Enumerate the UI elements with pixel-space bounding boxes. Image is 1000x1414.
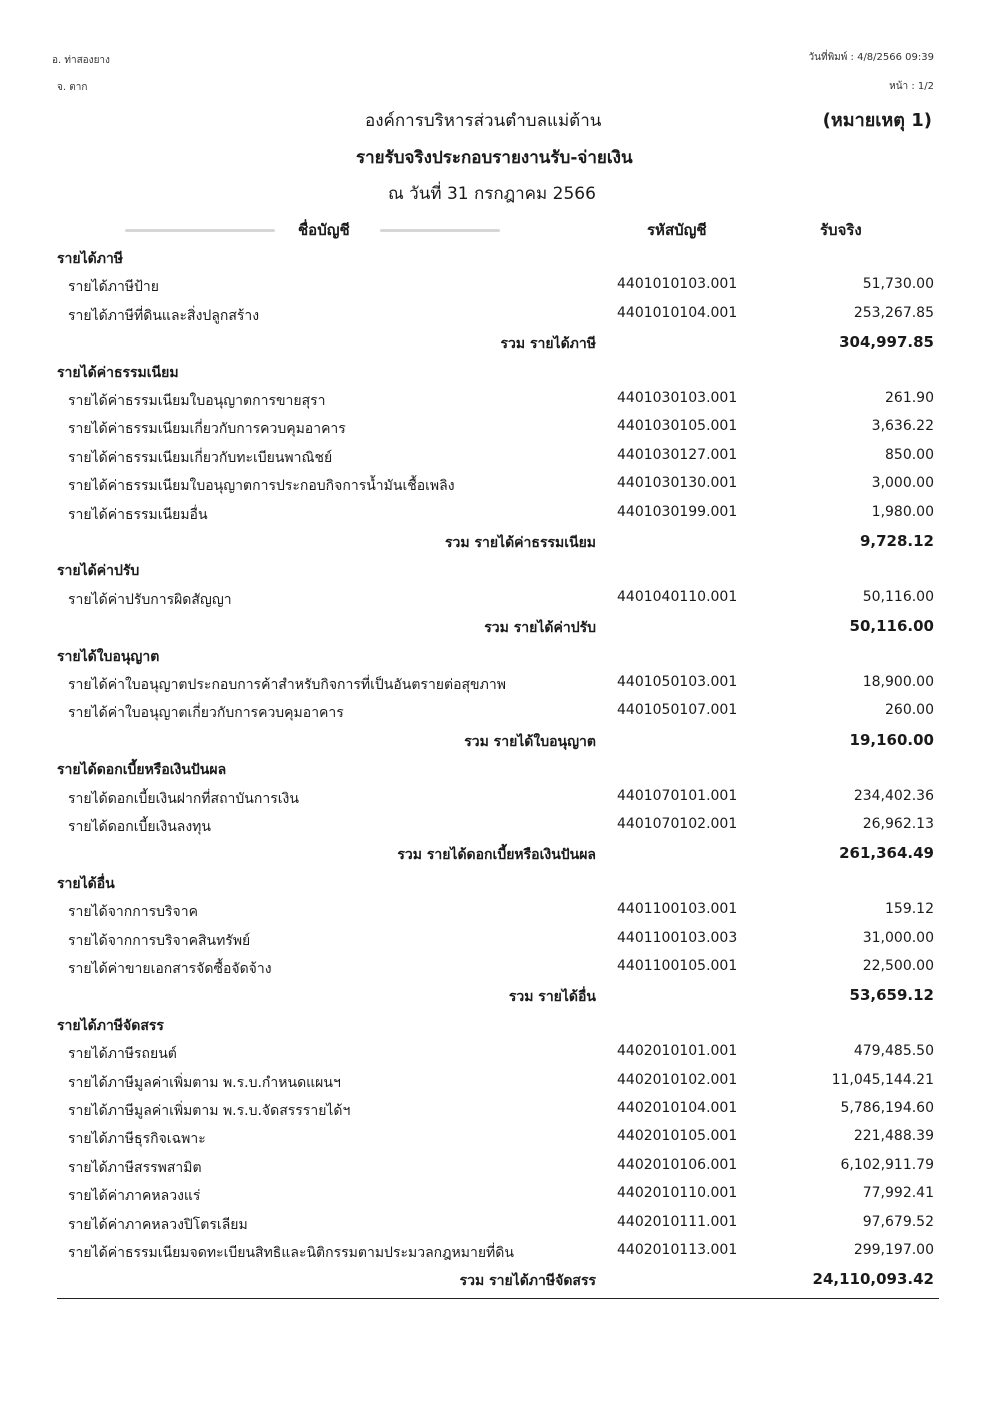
total-label: รวม รายได้อื่น <box>508 989 596 1006</box>
account-name: รายได้ภาษีที่ดินและสิ่งปลูกสร้าง <box>68 307 260 324</box>
amount: 11,045,144.21 <box>831 1071 934 1088</box>
table-row <box>0 444 1000 472</box>
total-amount: 53,659.12 <box>849 986 934 1005</box>
report-date: ณ วันที่ 31 กรกฎาคม 2566 <box>388 184 596 204</box>
amount: 479,485.50 <box>853 1043 934 1060</box>
section-title: รายได้ใบอนุญาต <box>57 648 160 665</box>
amount: 261.90 <box>885 390 934 406</box>
section-total-row <box>0 614 1000 642</box>
amount: 3,636.22 <box>871 418 934 435</box>
table-row <box>0 387 1000 415</box>
account-code: 4401030130.001 <box>617 475 738 492</box>
account-code: 4401030199.001 <box>617 503 738 520</box>
amount: 221,488.39 <box>853 1128 934 1145</box>
section-title: รายได้ภาษีจัดสรร <box>57 1017 164 1034</box>
account-name: รายได้ดอกเบี้ยเงินฝากที่สถาบันการเงิน <box>68 790 299 807</box>
account-code: 4402010110.001 <box>617 1185 738 1202</box>
amount: 260.00 <box>885 702 934 719</box>
amount: 253,267.85 <box>853 304 934 321</box>
account-code: 4401100103.001 <box>617 901 738 918</box>
total-label: รวม รายได้ภาษี <box>500 336 596 353</box>
account-name: รายได้ค่าธรรมเนียมอื่น <box>68 506 208 523</box>
total-amount: 19,160.00 <box>849 730 934 749</box>
section-heading <box>0 245 1000 273</box>
total-label: รวม รายได้ภาษีจัดสรร <box>459 1273 596 1290</box>
account-code: 4402010111.001 <box>617 1213 738 1230</box>
total-amount: 261,364.49 <box>839 844 934 863</box>
total-label: รวม รายได้ดอกเบี้ยหรือเงินปันผล <box>397 847 596 864</box>
account-name: รายได้ภาษีป้าย <box>68 279 159 296</box>
scan-smudge <box>380 229 500 232</box>
table-row <box>0 415 1000 443</box>
account-code: 4401050107.001 <box>617 702 738 719</box>
table-row <box>0 1239 1000 1267</box>
amount: 6,102,911.79 <box>840 1156 934 1173</box>
section-title: รายได้ภาษี <box>57 251 124 267</box>
table-row <box>0 1211 1000 1239</box>
account-code: 4402010105.001 <box>617 1128 738 1145</box>
org-name: องค์การบริหารส่วนตำบลแม่ต้าน <box>365 111 602 131</box>
section-heading <box>0 756 1000 784</box>
table-row <box>0 898 1000 926</box>
column-header-code: รหัสบัญชี <box>647 221 707 239</box>
bottom-rule <box>57 1298 939 1299</box>
section-total-row <box>0 841 1000 869</box>
account-name: รายได้จากการบริจาค <box>68 904 198 921</box>
note-label: (หมายเหตุ 1) <box>822 110 932 131</box>
column-header-amount: รับจริง <box>820 221 862 239</box>
section-heading <box>0 359 1000 387</box>
scan-smudge <box>125 229 275 232</box>
account-code: 4401050103.001 <box>617 674 738 690</box>
account-name: รายได้ค่าขายเอกสารจัดซื้อจัดจ้าง <box>68 961 272 977</box>
print-date: วันที่พิมพ์ : 4/8/2566 09:39 <box>808 52 934 63</box>
section-title: รายได้ค่าธรรมเนียม <box>57 364 179 381</box>
account-code: 4401070102.001 <box>617 816 738 832</box>
table-row <box>0 1125 1000 1153</box>
account-code: 4401030105.001 <box>617 418 738 435</box>
total-label: รวม รายได้ใบอนุญาต <box>464 733 596 750</box>
amount: 3,000.00 <box>871 475 934 492</box>
account-name: รายได้ภาษีสรรพสามิต <box>68 1159 202 1176</box>
account-code: 4401100105.001 <box>617 958 738 974</box>
table-row <box>0 302 1000 330</box>
account-name: รายได้ภาษีมูลค่าเพิ่มตาม พ.ร.บ.จัดสรรรายได้ฯ <box>68 1103 351 1119</box>
total-amount: 304,997.85 <box>839 333 934 352</box>
account-name: รายได้ค่าใบอนุญาตเกี่ยวกับการควบคุมอาคาร <box>68 705 344 722</box>
account-name: รายได้จากการบริจาคสินทรัพย์ <box>68 932 251 949</box>
table-row <box>0 699 1000 727</box>
province-label: จ. ตาก <box>57 82 88 93</box>
section-total-row <box>0 529 1000 557</box>
table-row <box>0 1182 1000 1210</box>
account-code: 4402010102.001 <box>617 1071 738 1088</box>
amount: 31,000.00 <box>862 929 934 946</box>
amount: 159.12 <box>885 901 934 918</box>
account-code: 4401070101.001 <box>617 787 738 804</box>
account-code: 4402010104.001 <box>617 1100 738 1116</box>
total-label: รวม รายได้ค่าธรรมเนียม <box>444 535 596 551</box>
table-row <box>0 273 1000 301</box>
amount: 299,197.00 <box>853 1242 934 1258</box>
table-row <box>0 955 1000 983</box>
table-row <box>0 1097 1000 1125</box>
table-row <box>0 586 1000 614</box>
section-title: รายได้ค่าปรับ <box>57 563 140 580</box>
account-code: 4401010104.001 <box>617 304 738 321</box>
amount: 97,679.52 <box>862 1213 934 1230</box>
total-amount: 24,110,093.42 <box>812 1270 934 1289</box>
account-name: รายได้ค่าธรรมเนียมจดทะเบียนสิทธิและนิติกรรมตามประมวลกฎหมายที่ดิน <box>68 1245 514 1261</box>
table-row <box>0 785 1000 813</box>
section-title: รายได้ดอกเบี้ยหรือเงินปันผล <box>57 762 227 779</box>
table-row <box>0 671 1000 699</box>
amount: 22,500.00 <box>862 958 934 974</box>
account-name: รายได้ค่าภาคหลวงแร่ <box>68 1188 201 1205</box>
section-total-row <box>0 1267 1000 1295</box>
table-row <box>0 813 1000 841</box>
account-code: 4402010106.001 <box>617 1156 738 1173</box>
section-total-row <box>0 983 1000 1011</box>
account-code: 4402010113.001 <box>617 1242 738 1258</box>
column-header-name: ชื่อบัญชี <box>298 221 350 239</box>
section-heading <box>0 870 1000 898</box>
account-code: 4401010103.001 <box>617 276 738 293</box>
section-heading <box>0 1012 1000 1040</box>
section-heading <box>0 643 1000 671</box>
amount: 26,962.13 <box>862 816 934 832</box>
account-name: รายได้ค่าธรรมเนียมเกี่ยวกับการควบคุมอาคาร <box>68 421 346 438</box>
amount: 850.00 <box>885 446 934 463</box>
table-row <box>0 927 1000 955</box>
amount: 51,730.00 <box>862 276 934 293</box>
account-name: รายได้ค่าธรรมเนียมใบอนุญาตการประกอบกิจการน้ำมันเชื้อเพลิง <box>68 478 455 495</box>
account-code: 4401100103.003 <box>617 929 738 946</box>
account-code: 4401040110.001 <box>617 588 738 605</box>
account-name: รายได้ภาษีมูลค่าเพิ่มตาม พ.ร.บ.กำหนดแผนฯ <box>68 1074 341 1091</box>
account-code: 4402010101.001 <box>617 1043 738 1060</box>
amount: 77,992.41 <box>862 1185 934 1202</box>
section-total-row <box>0 728 1000 756</box>
account-name: รายได้ค่าธรรมเนียมเกี่ยวกับทะเบียนพาณิชย์ <box>68 449 333 466</box>
table-row <box>0 1040 1000 1068</box>
account-name: รายได้ค่าใบอนุญาตประกอบการค้าสำหรับกิจการที่เป็นอันตรายต่อสุขภาพ <box>68 677 506 693</box>
section-title: รายได้อื่น <box>57 875 115 892</box>
section-heading <box>0 557 1000 585</box>
table-row <box>0 1069 1000 1097</box>
amount: 5,786,194.60 <box>840 1100 934 1116</box>
table-row <box>0 501 1000 529</box>
table-row <box>0 1154 1000 1182</box>
total-label: รวม รายได้ค่าปรับ <box>484 620 596 637</box>
amount: 50,116.00 <box>862 588 934 605</box>
amount: 1,980.00 <box>871 503 934 520</box>
total-amount: 9,728.12 <box>859 532 934 550</box>
account-name: รายได้ภาษีธุรกิจเฉพาะ <box>68 1131 206 1148</box>
account-name: รายได้ค่าภาคหลวงปิโตรเลียม <box>68 1216 248 1233</box>
district-label: อ. ท่าสองยาง <box>52 55 110 66</box>
page-number: หน้า : 1/2 <box>889 81 934 92</box>
total-amount: 50,116.00 <box>849 617 934 636</box>
account-name: รายได้ค่าปรับการผิดสัญญา <box>68 591 232 608</box>
amount: 234,402.36 <box>853 787 934 804</box>
account-name: รายได้ภาษีรถยนต์ <box>68 1046 177 1063</box>
section-total-row <box>0 330 1000 358</box>
table-row <box>0 472 1000 500</box>
account-name: รายได้ค่าธรรมเนียมใบอนุญาตการขายสุรา <box>68 393 326 409</box>
account-code: 4401030127.001 <box>617 446 738 463</box>
account-code: 4401030103.001 <box>617 390 738 406</box>
amount: 18,900.00 <box>862 674 934 690</box>
account-name: รายได้ดอกเบี้ยเงินลงทุน <box>68 819 211 835</box>
report-title: รายรับจริงประกอบรายงานรับ-จ่ายเงิน <box>356 148 633 168</box>
